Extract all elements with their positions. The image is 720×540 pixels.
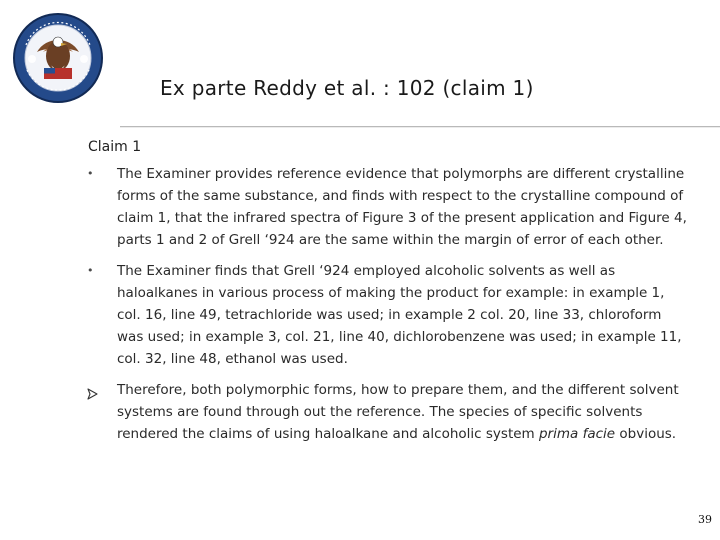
bullet-icon: • [87,167,94,180]
bullet-list [87,163,687,454]
bullet-text-start: Therefore, both polymorphic forms, how to prepare them, and the different solvent systems are found through out the reference. The species of specific solvents rendered the claims of using haloalkane and alcoholic system [117,382,679,442]
claim-heading: Claim 1 [88,139,142,155]
bullet-text: The Examiner finds that Grell ‘924 employed alcoholic solvents as well as haloalkanes in various process of making the product for example: in example 1, col. 16, line 49, tetrachloride was used; in example 2 col. 20, line 33, chloroform was used; in example 3, col. 21, line 40, dichlorobenzene was used; in example 11, col. 32, line 48, ethanol was used. [117,263,682,367]
bullet-text-emphasis: prima facie [538,426,616,442]
slide-title: Ex parte Reddy et al. : 102 (claim 1) [160,76,534,100]
bullet-item [87,163,687,251]
page-number: 39 [698,513,712,526]
uspto-seal-logo [12,12,104,104]
bullet-icon: • [87,264,94,277]
title-divider [120,126,720,128]
arrowhead-bullet-icon [87,385,99,397]
bullet-item [87,260,687,370]
bullet-text-end: obvious. [615,426,677,442]
bullet-text: The Examiner provides reference evidence that polymorphs are different crystalline forms of the same substance, and finds with respect to the crystalline compound of claim 1, that the infrared spectra of Figure 3 of the present application and Figure 4, parts 1 and 2 of Grell ‘924 are the same within the margin of error of each other. [117,166,687,248]
bullet-item [87,379,687,445]
